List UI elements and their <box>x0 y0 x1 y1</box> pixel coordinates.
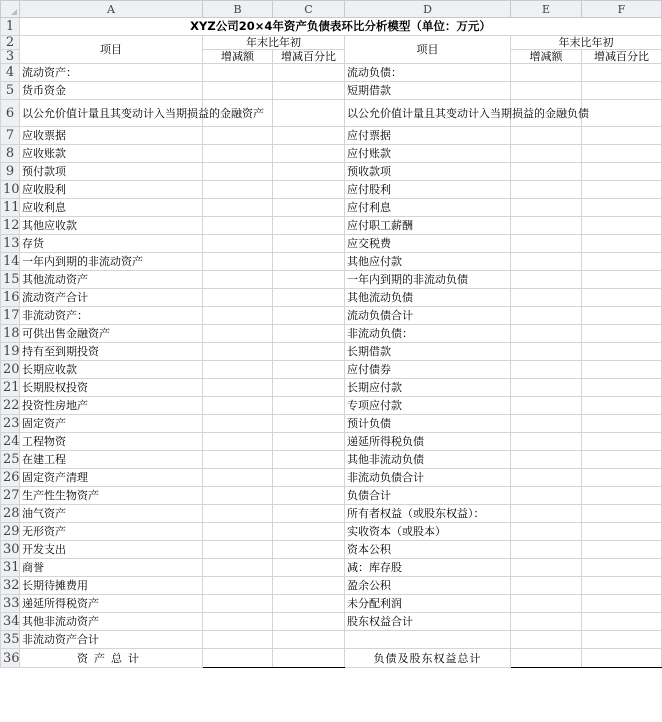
header-item-left[interactable]: 项目 <box>20 36 203 64</box>
liability-increase-cell[interactable] <box>511 397 582 415</box>
asset-item-cell[interactable]: 存货 <box>20 235 203 253</box>
asset-increase-cell[interactable] <box>203 433 273 451</box>
asset-increase-cell[interactable] <box>203 181 273 199</box>
asset-percent-cell[interactable] <box>273 577 345 595</box>
sheet-row <box>1 325 662 343</box>
liability-percent-cell[interactable] <box>582 397 662 415</box>
asset-increase-cell[interactable] <box>203 145 273 163</box>
total-le-increase-cell[interactable] <box>511 649 582 668</box>
liability-increase-cell[interactable] <box>511 145 582 163</box>
row-header[interactable]: 34 <box>1 613 20 631</box>
asset-percent-cell[interactable] <box>273 613 345 631</box>
asset-item-cell[interactable]: 持有至到期投资 <box>20 343 203 361</box>
liability-item-cell[interactable]: 一年内到期的非流动负债 <box>345 271 511 289</box>
liability-percent-cell[interactable] <box>582 361 662 379</box>
sheet-row <box>1 127 662 145</box>
liability-increase-cell[interactable] <box>511 505 582 523</box>
liability-increase-cell[interactable] <box>511 415 582 433</box>
asset-item-cell[interactable]: 长期股权投资 <box>20 379 203 397</box>
asset-increase-cell[interactable] <box>203 469 273 487</box>
liability-increase-cell[interactable] <box>511 181 582 199</box>
row-header[interactable]: 1 <box>1 18 20 36</box>
asset-percent-cell[interactable] <box>273 199 345 217</box>
liability-increase-cell[interactable] <box>511 64 582 82</box>
column-header-c[interactable]: C <box>273 1 345 18</box>
row-header[interactable]: 10 <box>1 181 20 199</box>
asset-item-cell[interactable]: 其他应收款 <box>20 217 203 235</box>
liability-item-cell[interactable]: 减：库存股 <box>345 559 511 577</box>
liability-percent-cell[interactable] <box>582 379 662 397</box>
asset-percent-cell[interactable] <box>273 451 345 469</box>
liability-increase-cell[interactable] <box>511 217 582 235</box>
liability-item-cell[interactable]: 所有者权益（或股东权益）： <box>345 505 511 523</box>
asset-percent-cell[interactable] <box>273 289 345 307</box>
row-header[interactable]: 11 <box>1 199 20 217</box>
row-header[interactable]: 22 <box>1 397 20 415</box>
asset-increase-cell[interactable] <box>203 82 273 100</box>
header-item-right[interactable]: 项目 <box>345 36 511 64</box>
row-header[interactable]: 6 <box>1 100 20 127</box>
liability-percent-cell[interactable] <box>582 64 662 82</box>
liability-item-cell[interactable]: 短期借款 <box>345 82 511 100</box>
asset-item-cell[interactable]: 油气资产 <box>20 505 203 523</box>
column-header-b[interactable]: B <box>203 1 273 18</box>
asset-increase-cell[interactable] <box>203 289 273 307</box>
asset-increase-cell[interactable] <box>203 64 273 82</box>
asset-increase-cell[interactable] <box>203 613 273 631</box>
sheet-row <box>1 100 662 127</box>
row-header[interactable]: 27 <box>1 487 20 505</box>
asset-increase-cell[interactable] <box>203 577 273 595</box>
sheet-row <box>1 82 662 100</box>
liability-percent-cell[interactable] <box>582 559 662 577</box>
liability-percent-cell[interactable] <box>582 541 662 559</box>
total-le-percent-cell[interactable] <box>582 649 662 668</box>
total-liabilities-equity-label[interactable]: 负债及股东权益总计 <box>345 649 511 668</box>
row-header[interactable]: 32 <box>1 577 20 595</box>
sheet-row <box>1 433 662 451</box>
liability-increase-cell[interactable] <box>511 361 582 379</box>
column-header-d[interactable]: D <box>345 1 511 18</box>
total-assets-percent-cell[interactable] <box>273 649 345 668</box>
row-header[interactable]: 13 <box>1 235 20 253</box>
asset-increase-cell[interactable] <box>203 253 273 271</box>
liability-increase-cell[interactable] <box>511 82 582 100</box>
liability-item-cell[interactable]: 实收资本（或股本） <box>345 523 511 541</box>
asset-item-cell[interactable]: 预付款项 <box>20 163 203 181</box>
liability-percent-cell[interactable] <box>582 100 662 127</box>
sheet-row <box>1 577 662 595</box>
asset-percent-cell[interactable] <box>273 397 345 415</box>
row-header[interactable]: 28 <box>1 505 20 523</box>
liability-percent-cell[interactable] <box>582 181 662 199</box>
asset-item-cell[interactable]: 应收股利 <box>20 181 203 199</box>
sheet-row <box>1 163 662 181</box>
liability-item-cell[interactable]: 股东权益合计 <box>345 613 511 631</box>
liability-increase-cell[interactable] <box>511 559 582 577</box>
liability-increase-cell[interactable] <box>511 379 582 397</box>
row-header[interactable]: 17 <box>1 307 20 325</box>
liability-item-cell[interactable]: 其他应付款 <box>345 253 511 271</box>
sheet-row <box>1 253 662 271</box>
asset-percent-cell[interactable] <box>273 163 345 181</box>
sheet-row <box>1 235 662 253</box>
asset-increase-cell[interactable] <box>203 361 273 379</box>
row-header[interactable]: 33 <box>1 595 20 613</box>
liability-item-cell[interactable]: 流动负债： <box>345 64 511 82</box>
liability-increase-cell[interactable] <box>511 577 582 595</box>
sheet-row <box>1 217 662 235</box>
liability-increase-cell[interactable] <box>511 253 582 271</box>
liability-increase-cell[interactable] <box>511 613 582 631</box>
sheet-row <box>1 361 662 379</box>
liability-item-cell[interactable]: 流动负债合计 <box>345 307 511 325</box>
liability-item-cell[interactable]: 应付债券 <box>345 361 511 379</box>
sheet-row <box>1 469 662 487</box>
liability-item-cell[interactable]: 长期借款 <box>345 343 511 361</box>
liability-percent-cell[interactable] <box>582 307 662 325</box>
sheet-row <box>1 559 662 577</box>
asset-percent-cell[interactable] <box>273 361 345 379</box>
sheet-row <box>1 487 662 505</box>
liability-increase-cell[interactable] <box>511 523 582 541</box>
liability-percent-cell[interactable] <box>582 343 662 361</box>
liability-increase-cell[interactable] <box>511 541 582 559</box>
asset-increase-cell[interactable] <box>203 559 273 577</box>
asset-percent-cell[interactable] <box>273 505 345 523</box>
liability-item-cell[interactable] <box>345 631 511 649</box>
sheet-row <box>1 199 662 217</box>
asset-item-cell[interactable]: 非流动资产合计 <box>20 631 203 649</box>
liability-percent-cell[interactable] <box>582 415 662 433</box>
total-assets-increase-cell[interactable] <box>203 649 273 668</box>
asset-percent-cell[interactable] <box>273 487 345 505</box>
liability-percent-cell[interactable] <box>582 505 662 523</box>
asset-percent-cell[interactable] <box>273 595 345 613</box>
liability-increase-cell[interactable] <box>511 307 582 325</box>
liability-percent-cell[interactable] <box>582 433 662 451</box>
asset-increase-cell[interactable] <box>203 505 273 523</box>
sheet-row <box>1 36 662 50</box>
row-header[interactable]: 8 <box>1 145 20 163</box>
asset-percent-cell[interactable] <box>273 82 345 100</box>
liability-item-cell[interactable]: 长期应付款 <box>345 379 511 397</box>
asset-increase-cell[interactable] <box>203 451 273 469</box>
asset-percent-cell[interactable] <box>273 64 345 82</box>
asset-percent-cell[interactable] <box>273 379 345 397</box>
asset-percent-cell[interactable] <box>273 127 345 145</box>
sheet-row <box>1 18 662 36</box>
asset-item-cell[interactable]: 货币资金 <box>20 82 203 100</box>
asset-percent-cell[interactable] <box>273 235 345 253</box>
liability-increase-cell[interactable] <box>511 595 582 613</box>
asset-percent-cell[interactable] <box>273 415 345 433</box>
asset-item-cell[interactable]: 以公允价值计量且其变动计入当期损益的金融资产 <box>20 100 203 127</box>
sheet-row <box>1 145 662 163</box>
asset-increase-cell[interactable] <box>203 397 273 415</box>
asset-percent-cell[interactable] <box>273 145 345 163</box>
row-header[interactable]: 9 <box>1 163 20 181</box>
sheet-row <box>1 595 662 613</box>
liability-increase-cell[interactable] <box>511 199 582 217</box>
liability-item-cell[interactable]: 资本公积 <box>345 541 511 559</box>
row-header[interactable]: 19 <box>1 343 20 361</box>
liability-increase-cell[interactable] <box>511 469 582 487</box>
asset-percent-cell[interactable] <box>273 541 345 559</box>
asset-item-cell[interactable]: 固定资产 <box>20 415 203 433</box>
sheet-row <box>1 613 662 631</box>
row-header[interactable]: 29 <box>1 523 20 541</box>
asset-item-cell[interactable]: 无形资产 <box>20 523 203 541</box>
asset-increase-cell[interactable] <box>203 217 273 235</box>
asset-increase-cell[interactable] <box>203 325 273 343</box>
liability-increase-cell[interactable] <box>511 127 582 145</box>
liability-item-cell[interactable]: 非流动负债： <box>345 325 511 343</box>
row-header[interactable]: 14 <box>1 253 20 271</box>
asset-item-cell[interactable]: 非流动资产： <box>20 307 203 325</box>
liability-percent-cell[interactable] <box>582 253 662 271</box>
liability-item-cell[interactable]: 预收款项 <box>345 163 511 181</box>
sheet-row <box>1 631 662 649</box>
row-header[interactable]: 21 <box>1 379 20 397</box>
header-increase-right[interactable]: 增减额 <box>511 50 582 64</box>
asset-increase-cell[interactable] <box>203 343 273 361</box>
liability-item-cell[interactable]: 盈余公积 <box>345 577 511 595</box>
asset-percent-cell[interactable] <box>273 559 345 577</box>
row-header[interactable]: 7 <box>1 127 20 145</box>
liability-increase-cell[interactable] <box>511 289 582 307</box>
liability-percent-cell[interactable] <box>582 469 662 487</box>
row-header[interactable]: 5 <box>1 82 20 100</box>
liability-increase-cell[interactable] <box>511 487 582 505</box>
sheet-row <box>1 451 662 469</box>
asset-item-cell[interactable]: 商誉 <box>20 559 203 577</box>
row-header[interactable]: 36 <box>1 649 20 668</box>
row-header[interactable]: 25 <box>1 451 20 469</box>
header-group-right[interactable]: 年末比年初 <box>511 36 662 50</box>
asset-percent-cell[interactable] <box>273 325 345 343</box>
asset-increase-cell[interactable] <box>203 199 273 217</box>
liability-percent-cell[interactable] <box>582 163 662 181</box>
liability-increase-cell[interactable] <box>511 451 582 469</box>
asset-item-cell[interactable]: 工程物资 <box>20 433 203 451</box>
liability-item-cell[interactable]: 以公允价值计量且其变动计入当期损益的金融负债 <box>345 100 511 127</box>
liability-item-cell[interactable]: 应交税费 <box>345 235 511 253</box>
asset-increase-cell[interactable] <box>203 595 273 613</box>
asset-item-cell[interactable]: 其他非流动资产 <box>20 613 203 631</box>
asset-item-cell[interactable]: 在建工程 <box>20 451 203 469</box>
liability-percent-cell[interactable] <box>582 199 662 217</box>
sheet-row <box>1 523 662 541</box>
asset-percent-cell[interactable] <box>273 631 345 649</box>
liability-percent-cell[interactable] <box>582 145 662 163</box>
asset-item-cell[interactable]: 长期应收款 <box>20 361 203 379</box>
asset-item-cell[interactable]: 开发支出 <box>20 541 203 559</box>
asset-percent-cell[interactable] <box>273 217 345 235</box>
asset-increase-cell[interactable] <box>203 487 273 505</box>
row-header[interactable]: 12 <box>1 217 20 235</box>
asset-increase-cell[interactable] <box>203 541 273 559</box>
sheet-row <box>1 541 662 559</box>
sheet-row <box>1 415 662 433</box>
row-header[interactable]: 4 <box>1 64 20 82</box>
select-all-corner[interactable] <box>1 1 20 18</box>
liability-increase-cell[interactable] <box>511 325 582 343</box>
liability-item-cell[interactable]: 负债合计 <box>345 487 511 505</box>
asset-item-cell[interactable]: 递延所得税资产 <box>20 595 203 613</box>
sheet-row <box>1 64 662 82</box>
sheet-row <box>1 271 662 289</box>
row-header[interactable]: 24 <box>1 433 20 451</box>
asset-item-cell[interactable]: 一年内到期的非流动资产 <box>20 253 203 271</box>
liability-increase-cell[interactable] <box>511 433 582 451</box>
liability-item-cell[interactable]: 非流动负债合计 <box>345 469 511 487</box>
sheet-row <box>1 307 662 325</box>
asset-percent-cell[interactable] <box>273 181 345 199</box>
liability-item-cell[interactable]: 其他非流动负债 <box>345 451 511 469</box>
liability-percent-cell[interactable] <box>582 82 662 100</box>
liability-percent-cell[interactable] <box>582 613 662 631</box>
liability-increase-cell[interactable] <box>511 271 582 289</box>
asset-increase-cell[interactable] <box>203 415 273 433</box>
asset-percent-cell[interactable] <box>273 307 345 325</box>
asset-percent-cell[interactable] <box>273 100 345 127</box>
liability-item-cell[interactable]: 预计负债 <box>345 415 511 433</box>
liability-percent-cell[interactable] <box>582 451 662 469</box>
header-group-left[interactable]: 年末比年初 <box>203 36 345 50</box>
liability-percent-cell[interactable] <box>582 595 662 613</box>
asset-increase-cell[interactable] <box>203 379 273 397</box>
asset-item-cell[interactable]: 投资性房地产 <box>20 397 203 415</box>
asset-item-cell[interactable]: 其他流动资产 <box>20 271 203 289</box>
asset-increase-cell[interactable] <box>203 271 273 289</box>
asset-percent-cell[interactable] <box>273 433 345 451</box>
asset-increase-cell[interactable] <box>203 307 273 325</box>
row-header[interactable]: 35 <box>1 631 20 649</box>
liability-item-cell[interactable]: 应付职工薪酬 <box>345 217 511 235</box>
liability-increase-cell[interactable] <box>511 343 582 361</box>
liability-item-cell[interactable]: 应付票据 <box>345 127 511 145</box>
row-header[interactable]: 3 <box>1 50 20 64</box>
asset-percent-cell[interactable] <box>273 469 345 487</box>
row-header[interactable]: 15 <box>1 271 20 289</box>
liability-item-cell[interactable]: 未分配利润 <box>345 595 511 613</box>
liability-item-cell[interactable]: 其他流动负债 <box>345 289 511 307</box>
asset-item-cell[interactable]: 应收利息 <box>20 199 203 217</box>
asset-percent-cell[interactable] <box>273 523 345 541</box>
column-header-e[interactable]: E <box>511 1 582 18</box>
header-percent-right[interactable]: 增减百分比 <box>582 50 662 64</box>
sheet-row <box>1 379 662 397</box>
liability-item-cell[interactable]: 专项应付款 <box>345 397 511 415</box>
row-header[interactable]: 23 <box>1 415 20 433</box>
liability-increase-cell[interactable] <box>511 235 582 253</box>
column-header-a[interactable]: A <box>20 1 203 18</box>
liability-percent-cell[interactable] <box>582 577 662 595</box>
liability-percent-cell[interactable] <box>582 523 662 541</box>
sheet-row <box>1 181 662 199</box>
asset-item-cell[interactable]: 流动资产合计 <box>20 289 203 307</box>
liability-item-cell[interactable]: 应付账款 <box>345 145 511 163</box>
asset-item-cell[interactable]: 可供出售金融资产 <box>20 325 203 343</box>
liability-percent-cell[interactable] <box>582 127 662 145</box>
row-header[interactable]: 20 <box>1 361 20 379</box>
sheet-row <box>1 505 662 523</box>
liability-percent-cell[interactable] <box>582 487 662 505</box>
liability-percent-cell[interactable] <box>582 289 662 307</box>
asset-increase-cell[interactable] <box>203 631 273 649</box>
liability-percent-cell[interactable] <box>582 271 662 289</box>
header-increase-left[interactable]: 增减额 <box>203 50 273 64</box>
liability-item-cell[interactable]: 应付利息 <box>345 199 511 217</box>
asset-percent-cell[interactable] <box>273 253 345 271</box>
liability-increase-cell[interactable] <box>511 163 582 181</box>
row-header[interactable]: 16 <box>1 289 20 307</box>
asset-percent-cell[interactable] <box>273 343 345 361</box>
liability-percent-cell[interactable] <box>582 235 662 253</box>
asset-item-cell[interactable]: 流动资产： <box>20 64 203 82</box>
column-header-row <box>1 1 662 18</box>
asset-percent-cell[interactable] <box>273 271 345 289</box>
liability-percent-cell[interactable] <box>582 325 662 343</box>
sheet-row <box>1 397 662 415</box>
row-header[interactable]: 2 <box>1 36 20 50</box>
asset-increase-cell[interactable] <box>203 235 273 253</box>
row-header[interactable]: 26 <box>1 469 20 487</box>
sheet-row <box>1 649 662 668</box>
row-header[interactable]: 30 <box>1 541 20 559</box>
sheet-title[interactable]: XYZ公司20×4年资产负债表环比分析模型（单位：万元） <box>20 18 662 36</box>
column-header-f[interactable]: F <box>582 1 662 18</box>
asset-increase-cell[interactable] <box>203 163 273 181</box>
liability-percent-cell[interactable] <box>582 217 662 235</box>
asset-increase-cell[interactable] <box>203 127 273 145</box>
liability-increase-cell[interactable] <box>511 631 582 649</box>
row-header[interactable]: 18 <box>1 325 20 343</box>
sheet-row <box>1 289 662 307</box>
header-percent-left[interactable]: 增减百分比 <box>273 50 345 64</box>
asset-increase-cell[interactable] <box>203 523 273 541</box>
liability-percent-cell[interactable] <box>582 631 662 649</box>
asset-item-cell[interactable]: 长期待摊费用 <box>20 577 203 595</box>
sheet-row <box>1 343 662 361</box>
asset-item-cell[interactable]: 生产性生物资产 <box>20 487 203 505</box>
asset-item-cell[interactable]: 应收票据 <box>20 127 203 145</box>
asset-item-cell[interactable]: 固定资产清理 <box>20 469 203 487</box>
liability-item-cell[interactable]: 应付股利 <box>345 181 511 199</box>
liability-item-cell[interactable]: 递延所得税负债 <box>345 433 511 451</box>
row-header[interactable]: 31 <box>1 559 20 577</box>
asset-item-cell[interactable]: 应收账款 <box>20 145 203 163</box>
total-assets-label[interactable]: 资产总计 <box>20 649 203 668</box>
